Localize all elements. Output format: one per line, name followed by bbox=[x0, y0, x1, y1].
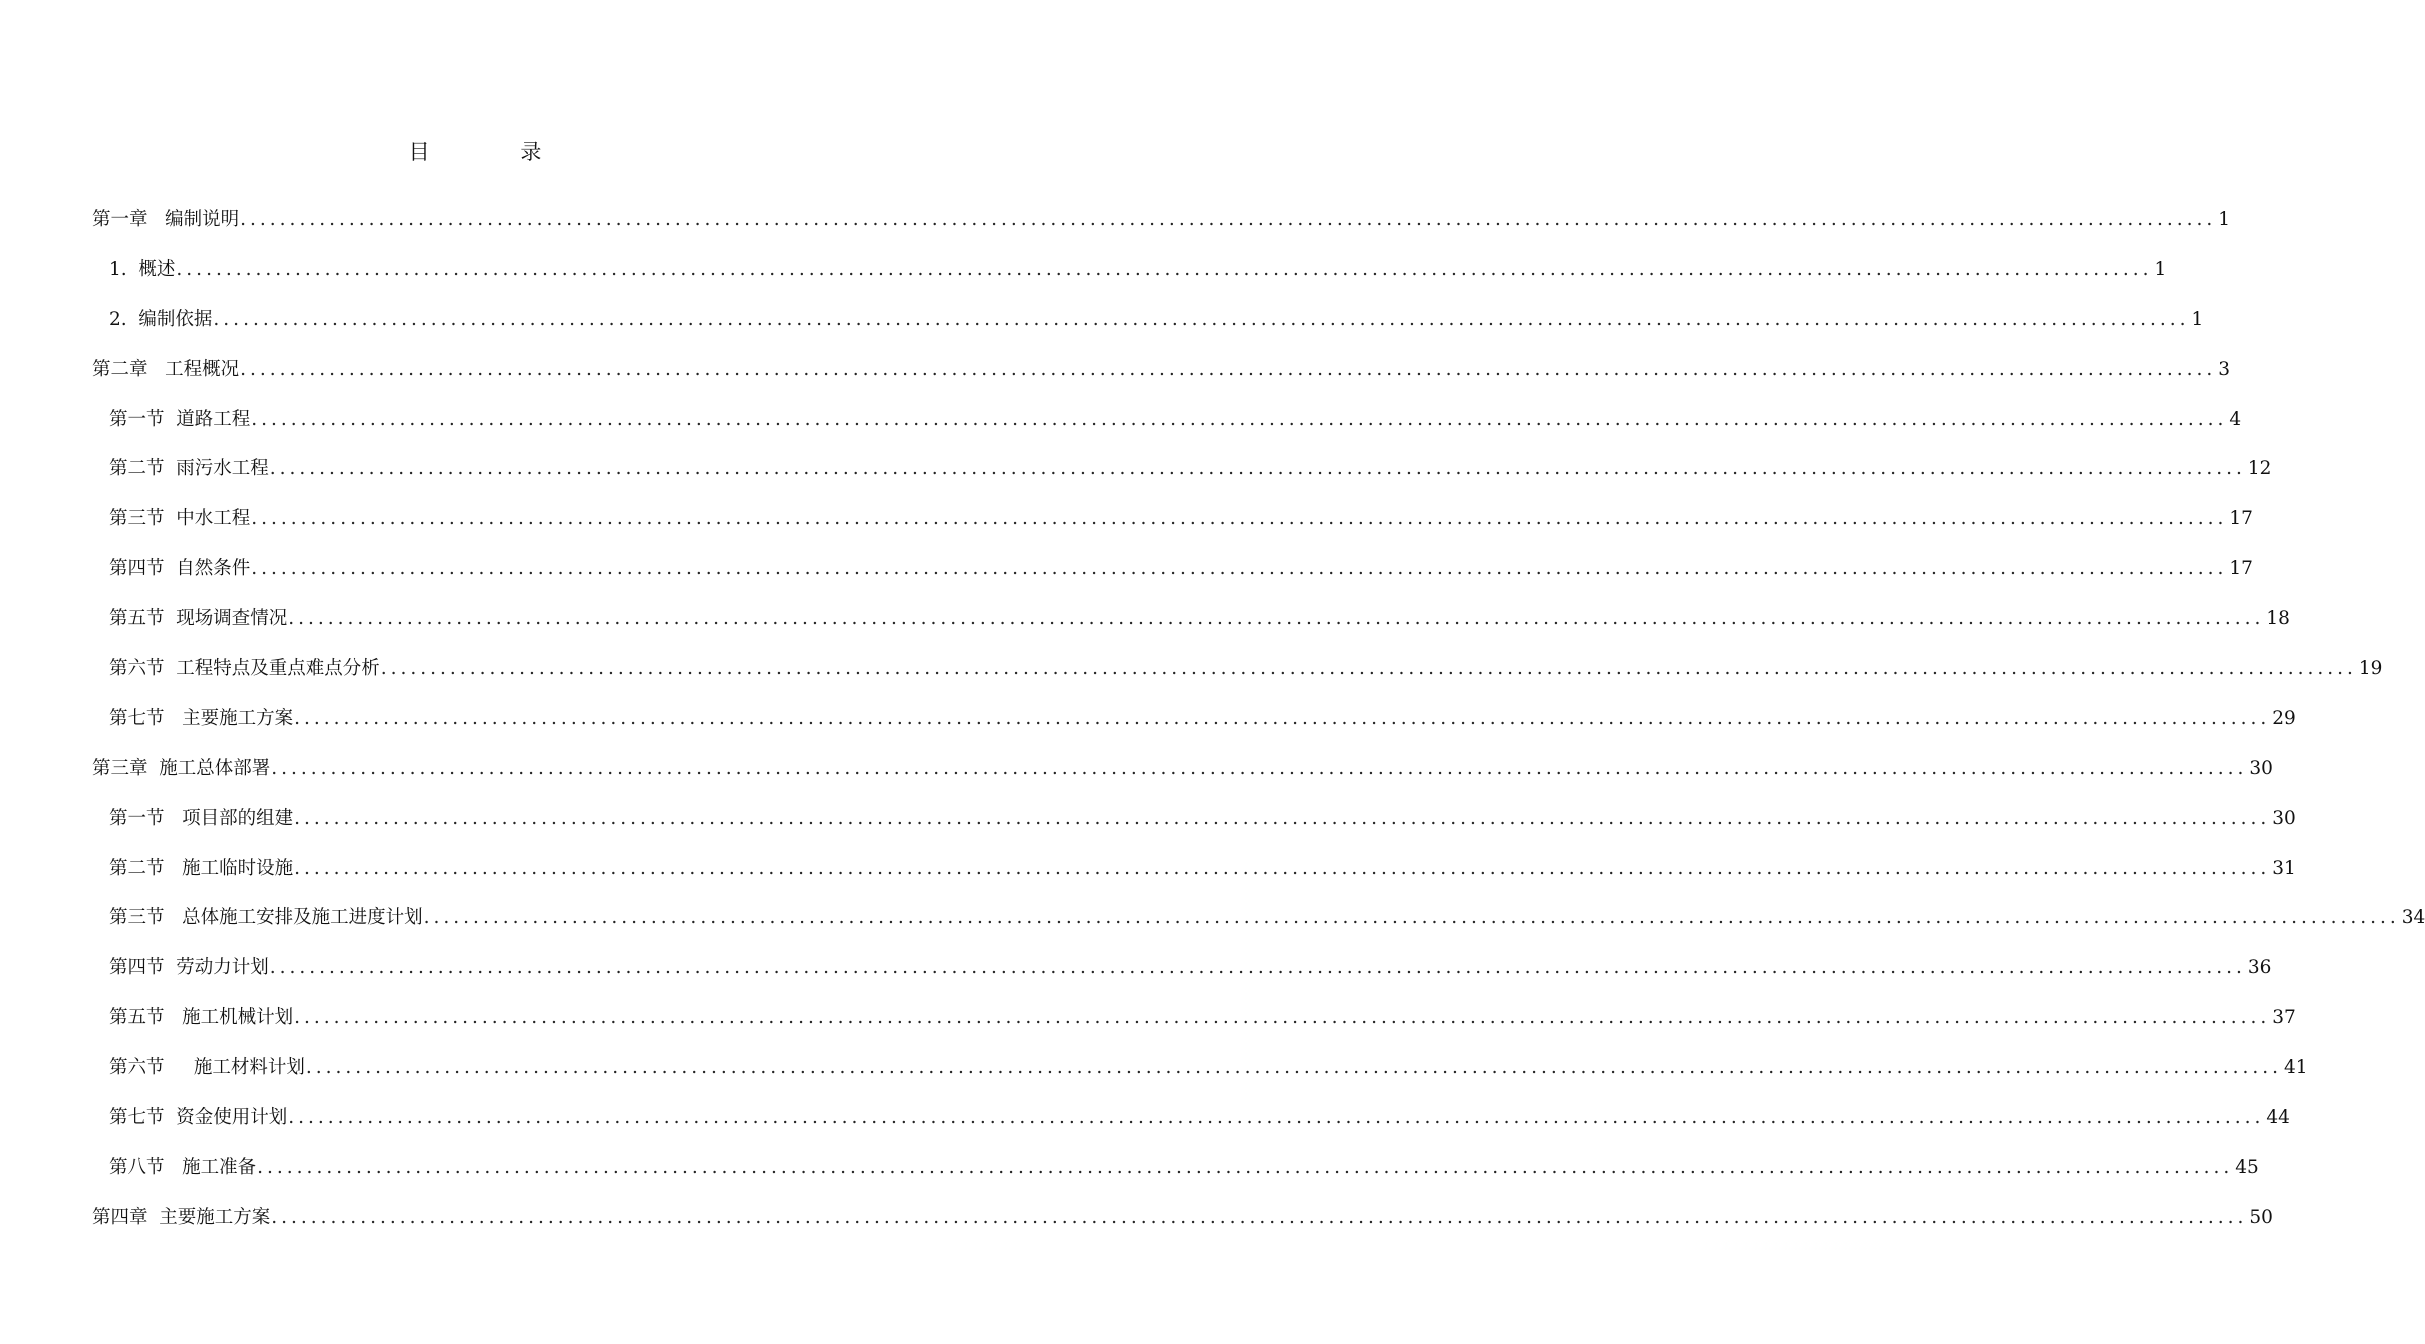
toc-dot-leader: ........................................................................................................................................................................................................ bbox=[251, 408, 2228, 430]
toc-dot-leader: ........................................................................................................................................................................................................ bbox=[240, 358, 2217, 380]
toc-dot-leader: ........................................................................................................................................................................................................ bbox=[294, 807, 2271, 829]
toc-entry-label: 第六节 施工材料计划 bbox=[109, 1057, 305, 1079]
toc-section-entry[interactable] bbox=[92, 804, 2296, 854]
toc-entry-page-number: 17 bbox=[2229, 508, 2253, 530]
toc-section-entry[interactable] bbox=[92, 305, 2204, 355]
toc-dot-leader: ........................................................................................................................................................................................................ bbox=[269, 458, 2246, 480]
toc-entry-page-number: 1 bbox=[2154, 258, 2167, 280]
toc-entry-page-number: 12 bbox=[2247, 458, 2272, 480]
toc-entry-label: 1. 概述 bbox=[109, 258, 176, 280]
toc-dot-leader: ........................................................................................................................................................................................................ bbox=[294, 1007, 2271, 1029]
toc-entry-page-number: 1 bbox=[2191, 308, 2204, 330]
toc-entry-page-number: 31 bbox=[2272, 857, 2296, 879]
toc-chapter-entry[interactable] bbox=[92, 205, 2231, 255]
toc-section-entry[interactable] bbox=[92, 953, 2272, 1003]
toc-section-entry[interactable] bbox=[92, 704, 2296, 754]
toc-section-entry[interactable] bbox=[92, 1053, 2308, 1103]
toc-entry-page-number: 3 bbox=[2218, 358, 2231, 380]
toc-entry-label: 第一章 编制说明 bbox=[92, 209, 240, 230]
toc-section-entry[interactable] bbox=[92, 1153, 2259, 1203]
toc-entry-page-number: 30 bbox=[2272, 807, 2296, 829]
toc-chapter-entry[interactable] bbox=[92, 1203, 2273, 1253]
toc-chapter-entry[interactable] bbox=[92, 754, 2273, 804]
toc-entry-page-number: 29 bbox=[2272, 707, 2296, 729]
toc-entry-label: 第六节 工程特点及重点难点分析 bbox=[109, 658, 380, 680]
toc-section-entry[interactable] bbox=[92, 654, 2383, 704]
toc-entry-label: 第八节 施工准备 bbox=[109, 1156, 257, 1178]
toc-entry-page-number: 18 bbox=[2266, 608, 2290, 630]
toc-dot-leader: ........................................................................................................................................................................................................ bbox=[240, 209, 2217, 230]
toc-dot-leader: ........................................................................................................................................................................................................ bbox=[288, 608, 2265, 630]
toc-section-entry[interactable] bbox=[92, 255, 2167, 305]
toc-dot-leader: ........................................................................................................................................................................................................ bbox=[257, 1156, 2234, 1178]
toc-entry-label: 第二章 工程概况 bbox=[92, 358, 240, 380]
toc-section-entry[interactable] bbox=[92, 1103, 2290, 1153]
toc-entry-page-number: 44 bbox=[2266, 1107, 2290, 1129]
toc-dot-leader: ........................................................................................................................................................................................................ bbox=[294, 857, 2271, 879]
toc-chapter-entry[interactable] bbox=[92, 355, 2231, 405]
toc-dot-leader: ........................................................................................................................................................................................................ bbox=[294, 707, 2271, 729]
toc-entry-label: 第一节 道路工程 bbox=[109, 408, 251, 430]
toc-entry-page-number: 30 bbox=[2249, 757, 2273, 779]
toc-entry-page-number: 17 bbox=[2229, 558, 2253, 580]
toc-section-entry[interactable] bbox=[92, 903, 2425, 953]
toc-section-entry[interactable] bbox=[92, 405, 2242, 455]
toc-section-entry[interactable] bbox=[92, 554, 2253, 604]
toc-section-entry[interactable] bbox=[92, 854, 2296, 904]
toc-entry-label: 第四节 劳动力计划 bbox=[109, 957, 269, 979]
toc-dot-leader: ........................................................................................................................................................................................................ bbox=[251, 508, 2228, 530]
toc-entry-label: 第一节 项目部的组建 bbox=[109, 807, 294, 829]
toc-entry-label: 第四章 主要施工方案 bbox=[92, 1206, 271, 1228]
toc-entry-page-number: 4 bbox=[2229, 408, 2242, 430]
toc-entry-label: 第七节 资金使用计划 bbox=[109, 1107, 288, 1129]
toc-section-entry[interactable] bbox=[92, 604, 2290, 654]
toc-entry-label: 第三节 总体施工安排及施工进度计划 bbox=[109, 907, 423, 929]
toc-entry-page-number: 37 bbox=[2272, 1007, 2296, 1029]
toc-entry-label: 第二节 雨污水工程 bbox=[109, 458, 269, 480]
toc-entry-page-number: 34 bbox=[2401, 907, 2425, 929]
toc-entry-label: 第二节 施工临时设施 bbox=[109, 857, 294, 879]
toc-entry-label: 第三节 中水工程 bbox=[109, 508, 251, 530]
toc-entry-page-number: 50 bbox=[2249, 1206, 2273, 1228]
toc-dot-leader: ........................................................................................................................................................................................................ bbox=[176, 258, 2153, 280]
toc-entry-page-number: 45 bbox=[2235, 1156, 2259, 1178]
toc-section-entry[interactable] bbox=[92, 1003, 2296, 1053]
toc-dot-leader: ........................................................................................................................................................................................................ bbox=[305, 1057, 2283, 1079]
toc-dot-leader: ........................................................................................................................................................................................................ bbox=[213, 308, 2190, 330]
toc-dot-leader: ........................................................................................................................................................................................................ bbox=[269, 957, 2246, 979]
toc-entry-page-number: 1 bbox=[2218, 209, 2231, 230]
toc-entry-page-number: 36 bbox=[2247, 957, 2272, 979]
toc-dot-leader: ........................................................................................................................................................................................................ bbox=[380, 658, 2357, 680]
toc-dot-leader: ........................................................................................................................................................................................................ bbox=[271, 757, 2248, 779]
toc-entry-label: 第五节 施工机械计划 bbox=[109, 1007, 294, 1029]
toc-entry-label: 第五节 现场调查情况 bbox=[109, 608, 288, 630]
toc-dot-leader: ........................................................................................................................................................................................................ bbox=[251, 558, 2228, 580]
page-title: 目 录 bbox=[408, 140, 584, 164]
toc-section-entry[interactable] bbox=[92, 504, 2253, 554]
toc-entry-page-number: 19 bbox=[2358, 658, 2383, 680]
toc-entry-label: 第四节 自然条件 bbox=[109, 558, 251, 580]
toc-dot-leader: ........................................................................................................................................................................................................ bbox=[423, 907, 2400, 929]
toc-entry-label: 2. 编制依据 bbox=[109, 308, 213, 330]
table-of-contents bbox=[92, 205, 2425, 1253]
toc-entry-label: 第七节 主要施工方案 bbox=[109, 707, 294, 729]
toc-dot-leader: ........................................................................................................................................................................................................ bbox=[271, 1206, 2248, 1228]
toc-dot-leader: ........................................................................................................................................................................................................ bbox=[288, 1107, 2265, 1129]
toc-entry-page-number: 41 bbox=[2284, 1057, 2308, 1079]
toc-section-entry[interactable] bbox=[92, 454, 2272, 504]
toc-entry-label: 第三章 施工总体部署 bbox=[92, 757, 271, 779]
